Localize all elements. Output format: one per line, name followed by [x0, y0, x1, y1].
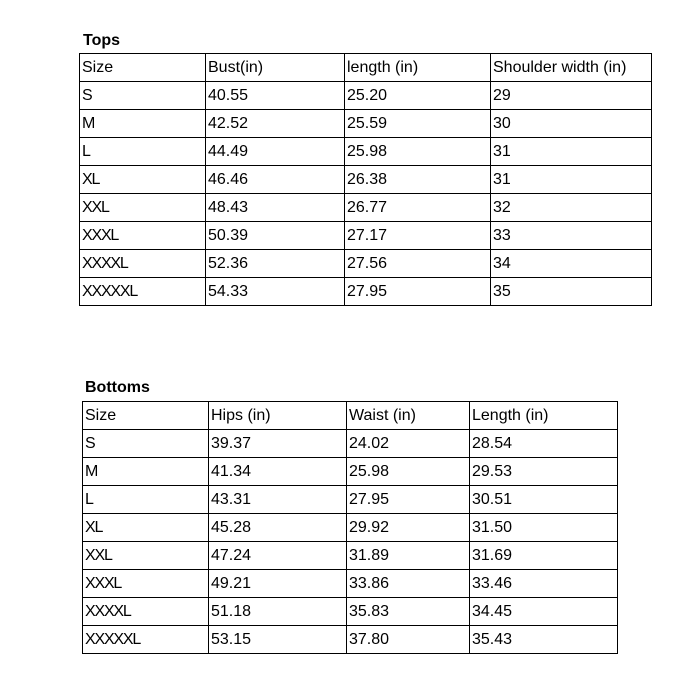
- waist-cell: 27.95: [347, 486, 470, 514]
- length-cell: 27.56: [345, 250, 491, 278]
- length-cell: 26.77: [345, 194, 491, 222]
- length-cell: 31.69: [470, 542, 618, 570]
- table-row: [83, 486, 618, 514]
- table-row: [80, 278, 652, 306]
- shoulder-width-cell: 30: [491, 110, 652, 138]
- hips-cell: 43.31: [209, 486, 347, 514]
- size-cell: XXXL: [83, 570, 209, 598]
- waist-cell: 35.83: [347, 598, 470, 626]
- tops-header-size: Size: [80, 54, 206, 82]
- length-cell: 27.95: [345, 278, 491, 306]
- bust-cell: 54.33: [206, 278, 345, 306]
- shoulder-width-cell: 32: [491, 194, 652, 222]
- hips-cell: 45.28: [209, 514, 347, 542]
- length-cell: 31.50: [470, 514, 618, 542]
- table-row: [83, 570, 618, 598]
- table-row: [80, 82, 652, 110]
- hips-cell: 39.37: [209, 430, 347, 458]
- size-cell: M: [83, 458, 209, 486]
- size-cell: XXXXL: [80, 250, 206, 278]
- table-row: [80, 250, 652, 278]
- table-row: [83, 430, 618, 458]
- length-cell: 30.51: [470, 486, 618, 514]
- size-cell: XXXL: [80, 222, 206, 250]
- table-row: [83, 542, 618, 570]
- bust-cell: 50.39: [206, 222, 345, 250]
- size-cell: M: [80, 110, 206, 138]
- length-cell: 27.17: [345, 222, 491, 250]
- size-cell: XL: [80, 166, 206, 194]
- bust-cell: 40.55: [206, 82, 345, 110]
- size-cell: S: [83, 430, 209, 458]
- table-row: [80, 194, 652, 222]
- bottoms-header-row: [83, 402, 618, 430]
- length-cell: 26.38: [345, 166, 491, 194]
- hips-cell: 51.18: [209, 598, 347, 626]
- table-row: [83, 458, 618, 486]
- length-cell: 25.98: [345, 138, 491, 166]
- length-cell: 34.45: [470, 598, 618, 626]
- shoulder-width-cell: 35: [491, 278, 652, 306]
- table-row: [83, 514, 618, 542]
- tops-header-shoulder-width: Shoulder width (in): [491, 54, 652, 82]
- length-cell: 35.43: [470, 626, 618, 654]
- tops-header-bust: Bust(in): [206, 54, 345, 82]
- length-cell: 25.59: [345, 110, 491, 138]
- waist-cell: 24.02: [347, 430, 470, 458]
- waist-cell: 37.80: [347, 626, 470, 654]
- length-cell: 33.46: [470, 570, 618, 598]
- bottoms-header-waist: Waist (in): [347, 402, 470, 430]
- bottoms-header-hips: Hips (in): [209, 402, 347, 430]
- size-cell: XXXXL: [83, 598, 209, 626]
- size-cell: L: [83, 486, 209, 514]
- length-cell: 25.20: [345, 82, 491, 110]
- waist-cell: 33.86: [347, 570, 470, 598]
- hips-cell: 49.21: [209, 570, 347, 598]
- bust-cell: 42.52: [206, 110, 345, 138]
- waist-cell: 31.89: [347, 542, 470, 570]
- table-row: [80, 222, 652, 250]
- shoulder-width-cell: 31: [491, 138, 652, 166]
- bust-cell: 48.43: [206, 194, 345, 222]
- length-cell: 29.53: [470, 458, 618, 486]
- size-cell: XXXXXL: [83, 626, 209, 654]
- length-cell: 28.54: [470, 430, 618, 458]
- shoulder-width-cell: 34: [491, 250, 652, 278]
- waist-cell: 29.92: [347, 514, 470, 542]
- tops-section-title: Tops: [83, 32, 121, 49]
- table-row: [83, 626, 618, 654]
- size-cell: XL: [83, 514, 209, 542]
- shoulder-width-cell: 31: [491, 166, 652, 194]
- bust-cell: 44.49: [206, 138, 345, 166]
- table-row: [80, 110, 652, 138]
- waist-cell: 25.98: [347, 458, 470, 486]
- size-cell: L: [80, 138, 206, 166]
- size-cell: S: [80, 82, 206, 110]
- bottoms-header-size: Size: [83, 402, 209, 430]
- shoulder-width-cell: 33: [491, 222, 652, 250]
- bust-cell: 52.36: [206, 250, 345, 278]
- size-cell: XXL: [83, 542, 209, 570]
- hips-cell: 47.24: [209, 542, 347, 570]
- tops-header-row: [80, 54, 652, 82]
- table-row: [83, 598, 618, 626]
- table-row: [80, 166, 652, 194]
- hips-cell: 53.15: [209, 626, 347, 654]
- bust-cell: 46.46: [206, 166, 345, 194]
- tops-size-table: [79, 53, 652, 306]
- size-cell: XXXXXL: [80, 278, 206, 306]
- bottoms-header-length: Length (in): [470, 402, 618, 430]
- bottoms-section-title: Bottoms: [85, 379, 150, 396]
- shoulder-width-cell: 29: [491, 82, 652, 110]
- size-cell: XXL: [80, 194, 206, 222]
- table-row: [80, 138, 652, 166]
- bottoms-size-table: [82, 401, 618, 654]
- tops-header-length: length (in): [345, 54, 491, 82]
- hips-cell: 41.34: [209, 458, 347, 486]
